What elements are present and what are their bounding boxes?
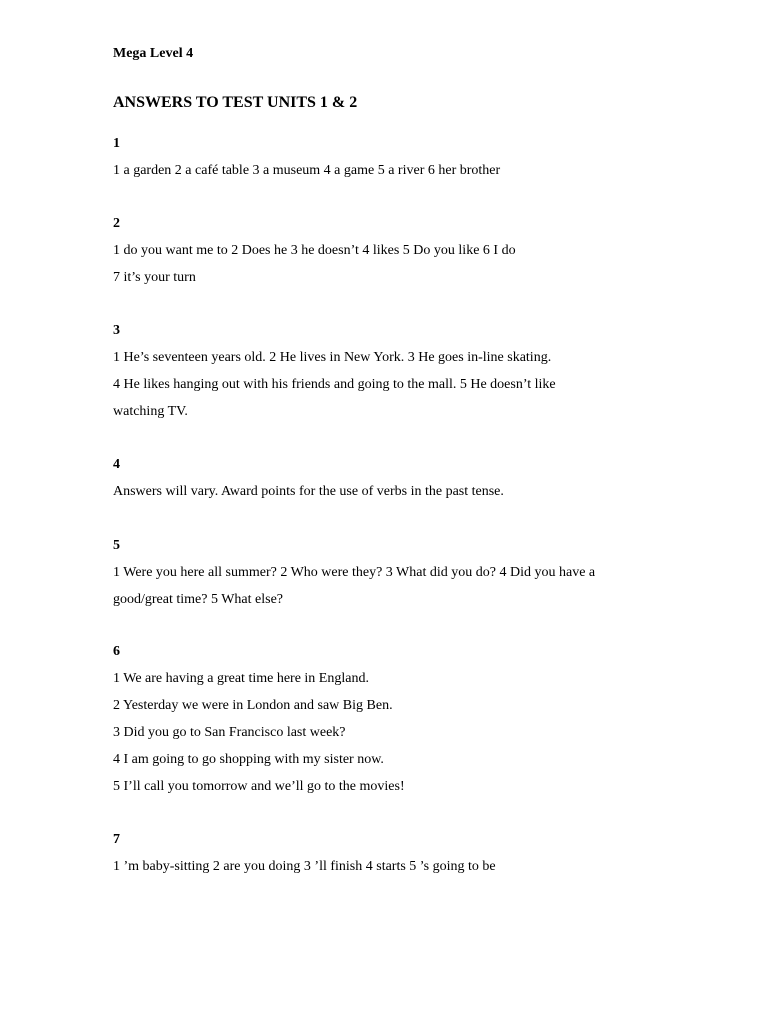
answer-line: watching TV. <box>113 404 188 419</box>
answer-line: good/great time? 5 What else? <box>113 592 284 607</box>
answer-line: Answers will vary. Award points for the use of verbs in the past tense. <box>113 484 504 499</box>
section-6 <box>113 638 693 800</box>
answer-line: 2 Yesterday we were in London and saw Big Ben. <box>113 698 393 713</box>
section-2 <box>113 210 693 291</box>
section-number: 7 <box>113 832 120 847</box>
section-3 <box>113 317 693 425</box>
answer-line: 1 ’m baby-sitting 2 are you doing 3 ’ll finish 4 starts 5 ’s going to be <box>113 859 496 874</box>
section-number: 5 <box>113 538 120 553</box>
answer-line: 5 I’ll call you tomorrow and we’ll go to the movies! <box>113 779 405 794</box>
answer-line: 7 it’s your turn <box>113 270 196 285</box>
section-number: 6 <box>113 644 120 659</box>
answer-line: 1 a garden 2 a café table 3 a museum 4 a game 5 a river 6 her brother <box>113 163 501 178</box>
section-number: 4 <box>113 457 120 472</box>
section-4 <box>113 451 693 505</box>
answer-line: 1 We are having a great time here in England. <box>113 671 369 686</box>
answer-line: 1 Were you here all summer? 2 Who were they? 3 What did you do? 4 Did you have a <box>113 565 596 580</box>
answer-line: 1 He’s seventeen years old. 2 He lives in New York. 3 He goes in-line skating. <box>113 350 552 365</box>
level-heading: Mega Level 4 <box>113 46 194 61</box>
section-number: 2 <box>113 216 120 231</box>
answer-line: 4 He likes hanging out with his friends and going to the mall. 5 He doesn’t like <box>113 377 556 392</box>
section-5 <box>113 532 693 613</box>
section-number: 3 <box>113 323 120 338</box>
section-number: 1 <box>113 136 120 151</box>
section-7 <box>113 826 693 880</box>
answer-line: 1 do you want me to 2 Does he 3 he doesn’t 4 likes 5 Do you like 6 I do <box>113 243 516 258</box>
answer-line: 3 Did you go to San Francisco last week? <box>113 725 346 740</box>
answer-line: 4 I am going to go shopping with my sister now. <box>113 752 384 767</box>
section-1 <box>113 130 693 184</box>
page-title: ANSWERS TO TEST UNITS 1 & 2 <box>113 94 358 111</box>
